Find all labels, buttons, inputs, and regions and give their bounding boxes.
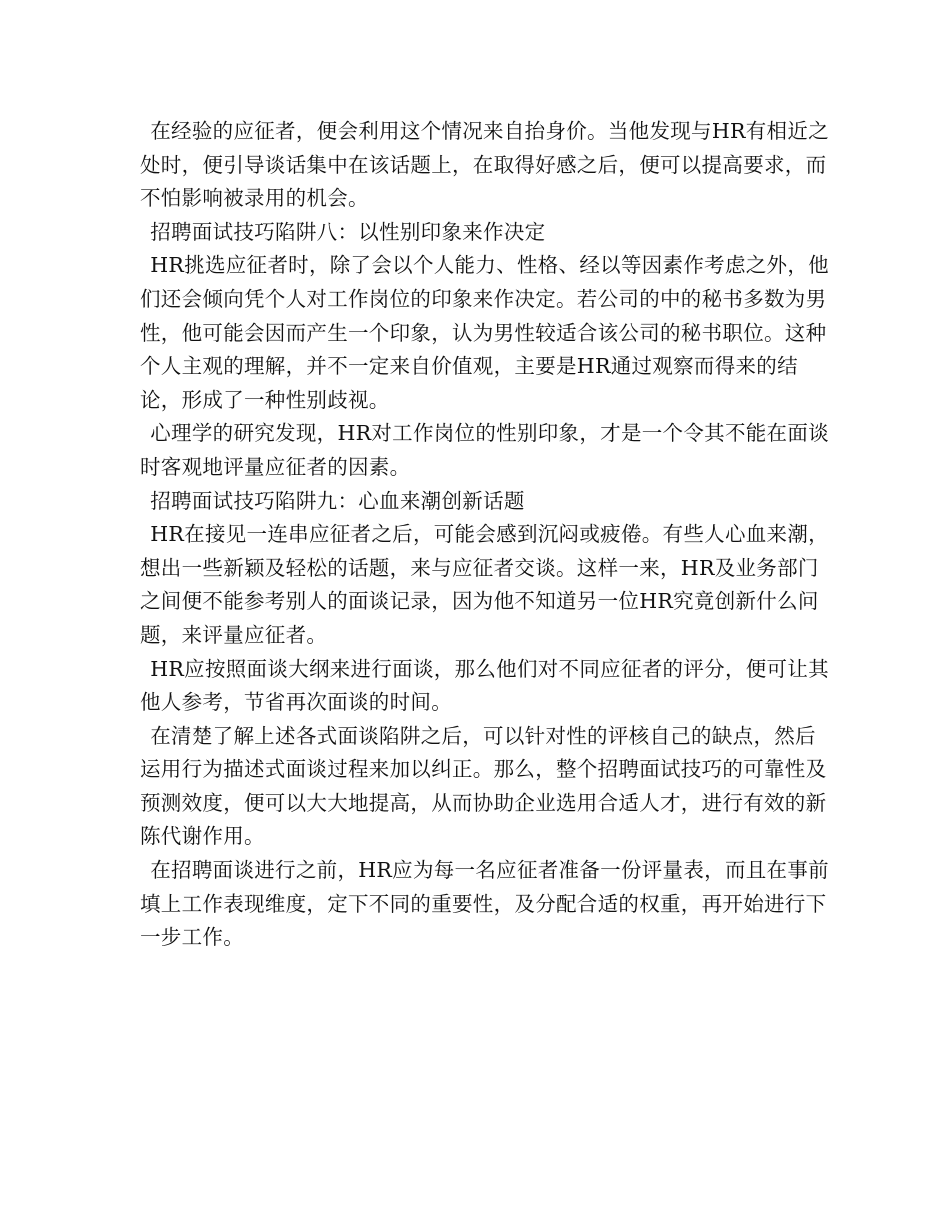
paragraph-9: 在招聘面谈进行之前，HR应为每一名应征者准备一份评量表，而且在事前填上工作表现维度，定下不同的重要性，及分配合适的权重，再开始进行下一步工作。 — [140, 858, 829, 950]
paragraph-7: HR应按照面谈大纲来进行面谈，那么他们对不同应征者的评分，便可让其他人参考，节省再次面谈的时间。 — [140, 656, 829, 715]
paragraph-4: 心理学的研究发现，HR对工作岗位的性别印象，才是一个令其不能在面谈时客观地评量应征者的因素。 — [140, 421, 829, 479]
section-heading-trap-8: 招聘面试技巧陷阱八：以性别印象来作决定 — [150, 219, 546, 244]
paragraph-1: 在经验的应征者，便会利用这个情况来自抬身价。当他发现与HR有相近之处时，便引导谈话集中在该话题上，在取得好感之后，便可以提高要求，而不怕影响被录用的机会。 — [140, 119, 829, 211]
section-heading-trap-9: 招聘面试技巧陷阱九：心血来潮创新话题 — [150, 488, 525, 513]
paragraph-6: HR在接见一连串应征者之后，可能会感到沉闷或疲倦。有些人心血来潮，想出一些新颖及轻松的话题，来与应征者交谈。这样一来，HR及业务部门之间便不能参考别人的面谈记录，因为他不知道另一位HR究竟创新什么问题，来评量应征者。 — [140, 522, 829, 647]
paragraph-8: 在清楚了解上述各式面谈陷阱之后，可以针对性的评核自己的缺点，然后运用行为描述式面谈过程来加以纠正。那么，整个招聘面试技巧的可靠性及预测效度，便可以大大地提高，从而协助企业选用合适人才，进行有效的新陈代谢作用。 — [140, 723, 827, 849]
paragraph-3: HR挑选应征者时，除了会以个人能力、性格、经以等因素作考虑之外，他们还会倾向凭个人对工作岗位的印象来作决定。若公司的中的秘书多数为男性，他可能会因而产生一个印象，认为男性较适合该公司的秘书职位。这种个人主观的理解，并不一定来自价值观，主要是HR通过观察而得来的结论，形成了一种性别歧视。 — [140, 253, 829, 412]
document-body — [140, 115, 830, 955]
